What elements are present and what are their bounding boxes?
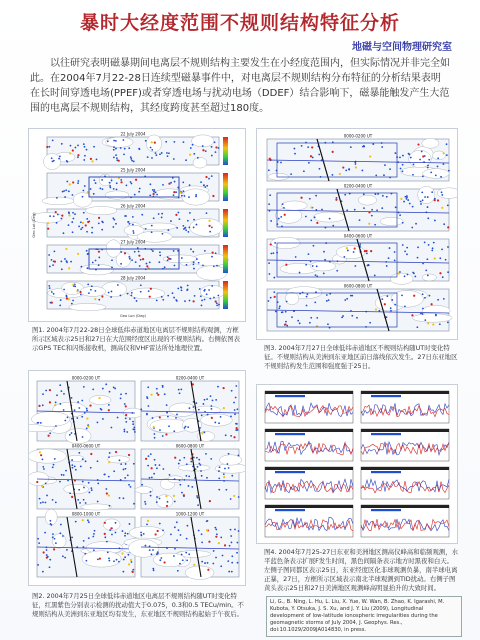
- abstract-paragraph: 以往研究表明磁暴期间电离层不规则结构主要发生在小经度范围内，但实际情况并非完全如此。在2004年7月22-28日连续型磁暴事件中，对电离层不规则结构分布特征的分析结果表明在长时间穿透电场(PPEF)或者穿透电场与扰动电场（DDEF）结合影响下，磁暴能触发产生大范围的电离层不规则结构，其经度跨度甚至超过180度。: [30, 58, 450, 114]
- reference-box: Li, G., B. Ning, L. Hu, L. Liu, X. Yue, W. Wan, B. Zhao, K. Igarashi, M. Kubota, Y. Otsuka, J. S. Xu, and J. Y. Liu (2009), Longitudinal development of low-latitude ionospheric irregularities during the geomagnetic storms of July 2004, J. Geophys. Res., doi:10.1029/2009JA014830, in press.: [266, 596, 462, 637]
- spread-f-bar: [371, 395, 401, 397]
- map-panel-title: 0000-0200 UT: [71, 375, 101, 381]
- figure-2-panel: [135, 444, 245, 510]
- figure-4-subplot: [361, 429, 449, 461]
- poster-title: 暴时大经度范围不规则结构特征分析: [79, 12, 400, 34]
- figure-1: [28, 128, 246, 322]
- figure-2-panel: [124, 512, 239, 580]
- y-axis-label: Geo Lat (Deg): [32, 212, 36, 238]
- spread-f-bar: [275, 471, 305, 473]
- colorbar: [223, 245, 228, 273]
- figure-4-caption: 图4. 2004年7月25-27日东亚和美洲地区测高仪峰高和临频观测，水平蓝色条表示扩展F发生时间，黑色间隔条表示地方时黑夜和白天。左侧子图同都区表示25日，东亚经度区化非球观测负暴，南半球电离正暴，27日，方框所示区域表示南北半球观测到TID扰动。右侧子图黄头表示25日和27日美洲地区观测峰高明显抬升的大致时间。: [264, 548, 459, 592]
- figure-2-panel: [140, 376, 239, 442]
- figure-4-subplot: [265, 391, 353, 423]
- map-panel-title: 25 July 2004: [120, 167, 146, 173]
- figure-1-panel: [31, 204, 223, 243]
- map-panel-title: 0800-1000 UT: [71, 511, 101, 517]
- figure-3-panel: [267, 184, 457, 232]
- figure-1-maps: [29, 129, 245, 321]
- map-panel-title: 1000-1200 UT: [175, 511, 205, 517]
- figure-1-panel: [47, 240, 228, 281]
- spread-f-bar: [371, 433, 401, 435]
- figure-4-subplot: [361, 505, 449, 537]
- figure-4-subplot: [361, 391, 449, 423]
- map-panel-title: 0000-0200 UT: [343, 133, 373, 139]
- colorbar: [223, 137, 228, 165]
- figure-4: [256, 384, 458, 544]
- figure-1-caption: 图1. 2004年7月22-28日全球低纬赤道地区电离层不规则结构观测，方框所示区域表示25日和27日在大范围经度区出现的不规则结构。右侧依图表示GPS TEC和闪烁接收机，测高仪和VHF雷达所处地理位置。: [32, 326, 240, 352]
- figure-2-caption: 图2. 2004年7月25日全球低纬赤道地区电离层不规则结构随UT时变化特征，红黑紫色分别表示检测的扰动值大于0.075，0.3和0.5 TECu/min。不规则结构从美洲到东亚地区均有发生，东亚地区不规则结构起始于午夜后。: [32, 592, 244, 618]
- figure-4-plots: [257, 385, 457, 543]
- figure-2: [28, 370, 246, 586]
- figure-1-panel: [42, 168, 219, 208]
- spread-f-bar: [275, 395, 305, 397]
- colorbar: [223, 209, 228, 237]
- map-panel-title: 0400-0600 UT: [343, 233, 373, 239]
- map-panel-title: 27 July 2004: [120, 239, 146, 245]
- figure-4-subplot: [265, 467, 353, 499]
- figure-1-panel: [47, 276, 225, 311]
- figure-2-panel: [29, 376, 143, 444]
- figure-3: [256, 128, 458, 340]
- figure-2-panel: [29, 444, 135, 511]
- map-panel-title: 0600-0800 UT: [343, 283, 373, 289]
- figure-3-panel: [267, 134, 450, 182]
- map-panel-title: 28 July 2004: [120, 275, 146, 281]
- map-panel-title: 0600-0800 UT: [175, 443, 205, 449]
- spread-f-bar: [371, 471, 401, 473]
- figure-4-subplot: [361, 467, 449, 499]
- map-panel-title: 0200-0400 UT: [343, 183, 373, 189]
- figure-1-panel: [43, 132, 219, 170]
- figure-3-panel: [267, 284, 452, 332]
- spread-f-bar: [371, 509, 401, 511]
- figure-3-maps: [257, 129, 457, 339]
- colorbar: [223, 173, 228, 201]
- x-axis-label: Geo Lon (Deg): [120, 314, 146, 318]
- figure-4-subplot: [265, 505, 353, 537]
- figure-3-caption: 图3. 2004年7月27日全球低纬赤道地区不规则结构随UT时变化特征。不规则结构从美洲到东亚地区前日落线依次发生。27日东亚地区不规则结构发生范围和强度强于25日。: [264, 344, 458, 370]
- map-panel-title: 0400-0600 UT: [71, 443, 101, 449]
- affiliation: 地磁与空间物理研究室: [352, 42, 452, 53]
- figure-2-maps: [29, 371, 245, 585]
- map-panel-title: 22 July 2004: [120, 131, 146, 137]
- figure-4-subplot: [265, 429, 353, 461]
- colorbar: [223, 281, 228, 309]
- spread-f-bar: [275, 509, 305, 511]
- map-panel-title: 0200-0400 UT: [175, 375, 205, 381]
- map-panel-title: 26 July 2004: [120, 203, 146, 209]
- spread-f-bar: [275, 433, 305, 435]
